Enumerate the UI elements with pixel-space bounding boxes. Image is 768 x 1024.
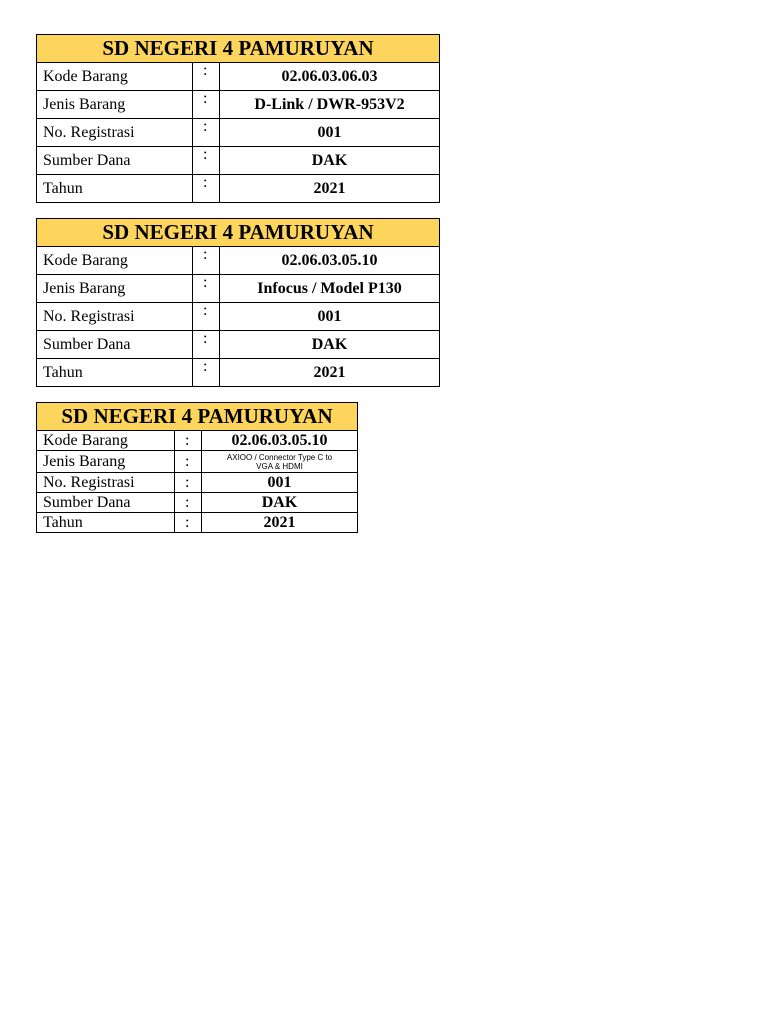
field-label-sumber-dana: Sumber Dana: [37, 493, 175, 513]
table-row: [37, 63, 440, 91]
separator: :: [193, 63, 220, 91]
field-value-kode-barang: 02.06.03.05.10: [220, 247, 440, 275]
field-label-tahun: Tahun: [37, 359, 193, 387]
table-row: [37, 175, 440, 203]
field-value-jenis-barang: D-Link / DWR-953V2: [220, 91, 440, 119]
separator: :: [193, 91, 220, 119]
label-title: SD NEGERI 4 PAMURUYAN: [37, 35, 440, 63]
separator: :: [193, 175, 220, 203]
table-row: [37, 119, 440, 147]
field-label-no-registrasi: No. Registrasi: [37, 119, 193, 147]
table-row: [37, 147, 440, 175]
label-title: SD NEGERI 4 PAMURUYAN: [37, 403, 358, 431]
table-row: [37, 303, 440, 331]
label-title: SD NEGERI 4 PAMURUYAN: [37, 219, 440, 247]
asset-label-2: [36, 218, 440, 387]
separator: :: [193, 303, 220, 331]
field-value-kode-barang: 02.06.03.05.10: [202, 431, 358, 451]
separator: :: [193, 359, 220, 387]
field-label-tahun: Tahun: [37, 175, 193, 203]
table-row: [37, 451, 358, 473]
table-row: [37, 513, 358, 533]
field-value-no-registrasi: 001: [220, 303, 440, 331]
field-label-jenis-barang: Jenis Barang: [37, 91, 193, 119]
field-value-sumber-dana: DAK: [220, 331, 440, 359]
field-label-jenis-barang: Jenis Barang: [37, 275, 193, 303]
field-label-kode-barang: Kode Barang: [37, 431, 175, 451]
field-value-jenis-barang: Infocus / Model P130: [220, 275, 440, 303]
field-value-kode-barang: 02.06.03.06.03: [220, 63, 440, 91]
table-row: [37, 473, 358, 493]
separator: :: [175, 513, 202, 533]
field-label-no-registrasi: No. Registrasi: [37, 473, 175, 493]
separator: :: [175, 431, 202, 451]
table-row: [37, 275, 440, 303]
separator: :: [193, 147, 220, 175]
table-row: [37, 431, 358, 451]
table-row: [37, 359, 440, 387]
separator: :: [193, 331, 220, 359]
separator: :: [193, 275, 220, 303]
field-label-sumber-dana: Sumber Dana: [37, 147, 193, 175]
field-value-no-registrasi: 001: [202, 473, 358, 493]
field-label-jenis-barang: Jenis Barang: [37, 451, 175, 473]
field-label-kode-barang: Kode Barang: [37, 247, 193, 275]
field-value-line-1: AXIOO / Connector Type C to: [226, 452, 333, 462]
field-value-sumber-dana: DAK: [220, 147, 440, 175]
field-value-tahun: 2021: [220, 175, 440, 203]
field-label-tahun: Tahun: [37, 513, 175, 533]
separator: :: [175, 493, 202, 513]
field-label-no-registrasi: No. Registrasi: [37, 303, 193, 331]
separator: :: [193, 247, 220, 275]
field-value-sumber-dana: DAK: [202, 493, 358, 513]
separator: :: [175, 451, 202, 473]
separator: :: [193, 119, 220, 147]
table-row: [37, 331, 440, 359]
asset-label-3: [36, 402, 358, 533]
table-row: [37, 247, 440, 275]
table-row: [37, 91, 440, 119]
separator: :: [175, 473, 202, 493]
field-value-jenis-barang: [202, 451, 358, 473]
field-value-tahun: 2021: [220, 359, 440, 387]
field-value-line-2: VGA & HDMI: [256, 461, 303, 471]
asset-label-1: [36, 34, 440, 203]
field-label-sumber-dana: Sumber Dana: [37, 331, 193, 359]
field-value-tahun: 2021: [202, 513, 358, 533]
field-value-no-registrasi: 001: [220, 119, 440, 147]
field-label-kode-barang: Kode Barang: [37, 63, 193, 91]
table-row: [37, 493, 358, 513]
